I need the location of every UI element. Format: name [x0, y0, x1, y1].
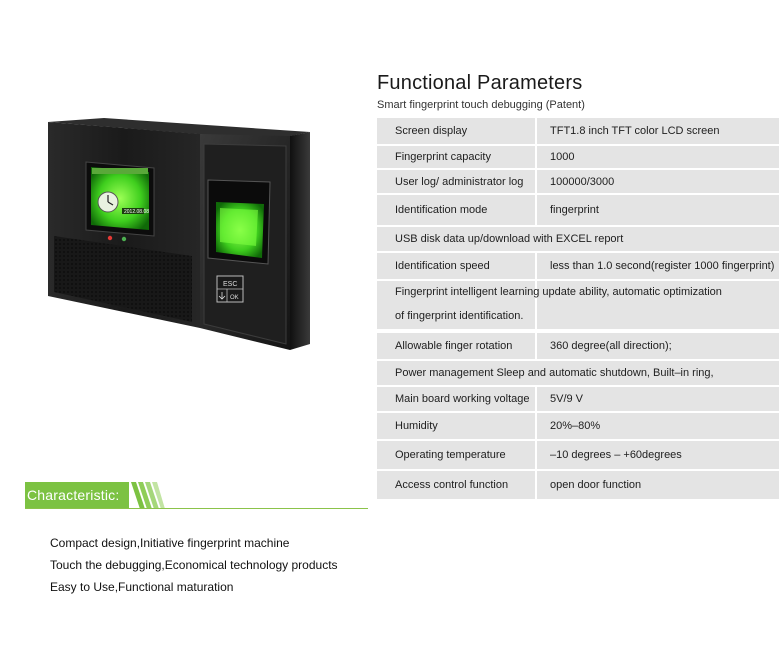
fingerprint-device-image: [46, 118, 316, 358]
table-row: [377, 146, 779, 168]
param-value: 5V/9 V: [550, 393, 584, 405]
parameters-table: [377, 118, 779, 499]
screen-date-text: 2012.08.08: [124, 209, 150, 215]
table-row: [377, 195, 779, 225]
column-divider: [535, 303, 537, 329]
list-item: Touch the debugging,Economical technology products: [50, 558, 338, 572]
characteristic-divider: [25, 508, 368, 509]
list-item: Compact design,Initiative fingerprint machine: [50, 536, 290, 550]
column-divider: [535, 118, 537, 144]
param-full-text: of fingerprint identification.: [395, 310, 524, 322]
table-row: [377, 471, 779, 499]
column-divider: [535, 471, 537, 499]
param-label: Identification mode: [395, 204, 488, 216]
param-value: –10 degrees – +60degrees: [550, 449, 682, 461]
ok-key-label: OK: [230, 295, 239, 301]
table-row: [377, 361, 779, 385]
table-row: [377, 387, 779, 411]
table-row: [377, 303, 779, 329]
page-subtitle: Smart fingerprint touch debugging (Patent): [377, 99, 585, 111]
table-row: [377, 333, 779, 359]
param-value: 360 degree(all direction);: [550, 340, 672, 352]
table-row: [377, 170, 779, 193]
param-value: open door function: [550, 479, 642, 491]
param-value: TFT1.8 inch TFT color LCD screen: [550, 125, 720, 137]
param-full-text: Power management Sleep and automatic shutdown, Built–in ring,: [395, 367, 714, 379]
param-label: Identification speed: [395, 260, 490, 272]
param-label: Main board working voltage: [395, 393, 530, 405]
param-full-text: Fingerprint intelligent learning update ability, automatic optimization: [395, 286, 722, 298]
table-row: [377, 118, 779, 144]
column-divider: [535, 253, 537, 279]
param-label: User log/ administrator log: [395, 175, 524, 188]
column-divider: [535, 441, 537, 469]
characteristic-list: [50, 532, 338, 598]
characteristic-heading: Characteristic:: [27, 487, 120, 503]
table-row: [377, 253, 779, 279]
column-divider: [535, 146, 537, 168]
param-full-text: USB disk data up/download with EXCEL report: [395, 233, 624, 245]
column-divider: [535, 170, 537, 193]
table-row: [377, 227, 779, 251]
param-label: Fingerprint capacity: [395, 151, 491, 163]
param-value: 20%–80%: [550, 420, 601, 432]
param-value: fingerprint: [550, 204, 599, 216]
page-title: Functional Parameters: [377, 72, 583, 94]
param-label: Access control function: [395, 479, 509, 491]
param-label: Humidity: [395, 420, 438, 432]
param-value: 1000: [550, 151, 575, 163]
param-value: 100000/3000: [550, 175, 615, 188]
column-divider: [535, 333, 537, 359]
param-label: Screen display: [395, 125, 468, 137]
esc-key-label: ESC: [223, 281, 238, 288]
table-row: [377, 413, 779, 439]
list-item: Easy to Use,Functional maturation: [50, 580, 234, 594]
param-label: Allowable finger rotation: [395, 340, 513, 352]
table-row: [377, 281, 779, 303]
param-value: less than 1.0 second(register 1000 fingerprint): [550, 260, 775, 272]
param-label: Operating temperature: [395, 449, 506, 461]
table-row: [377, 441, 779, 469]
column-divider: [535, 195, 537, 225]
column-divider: [535, 413, 537, 439]
column-divider: [535, 387, 537, 411]
